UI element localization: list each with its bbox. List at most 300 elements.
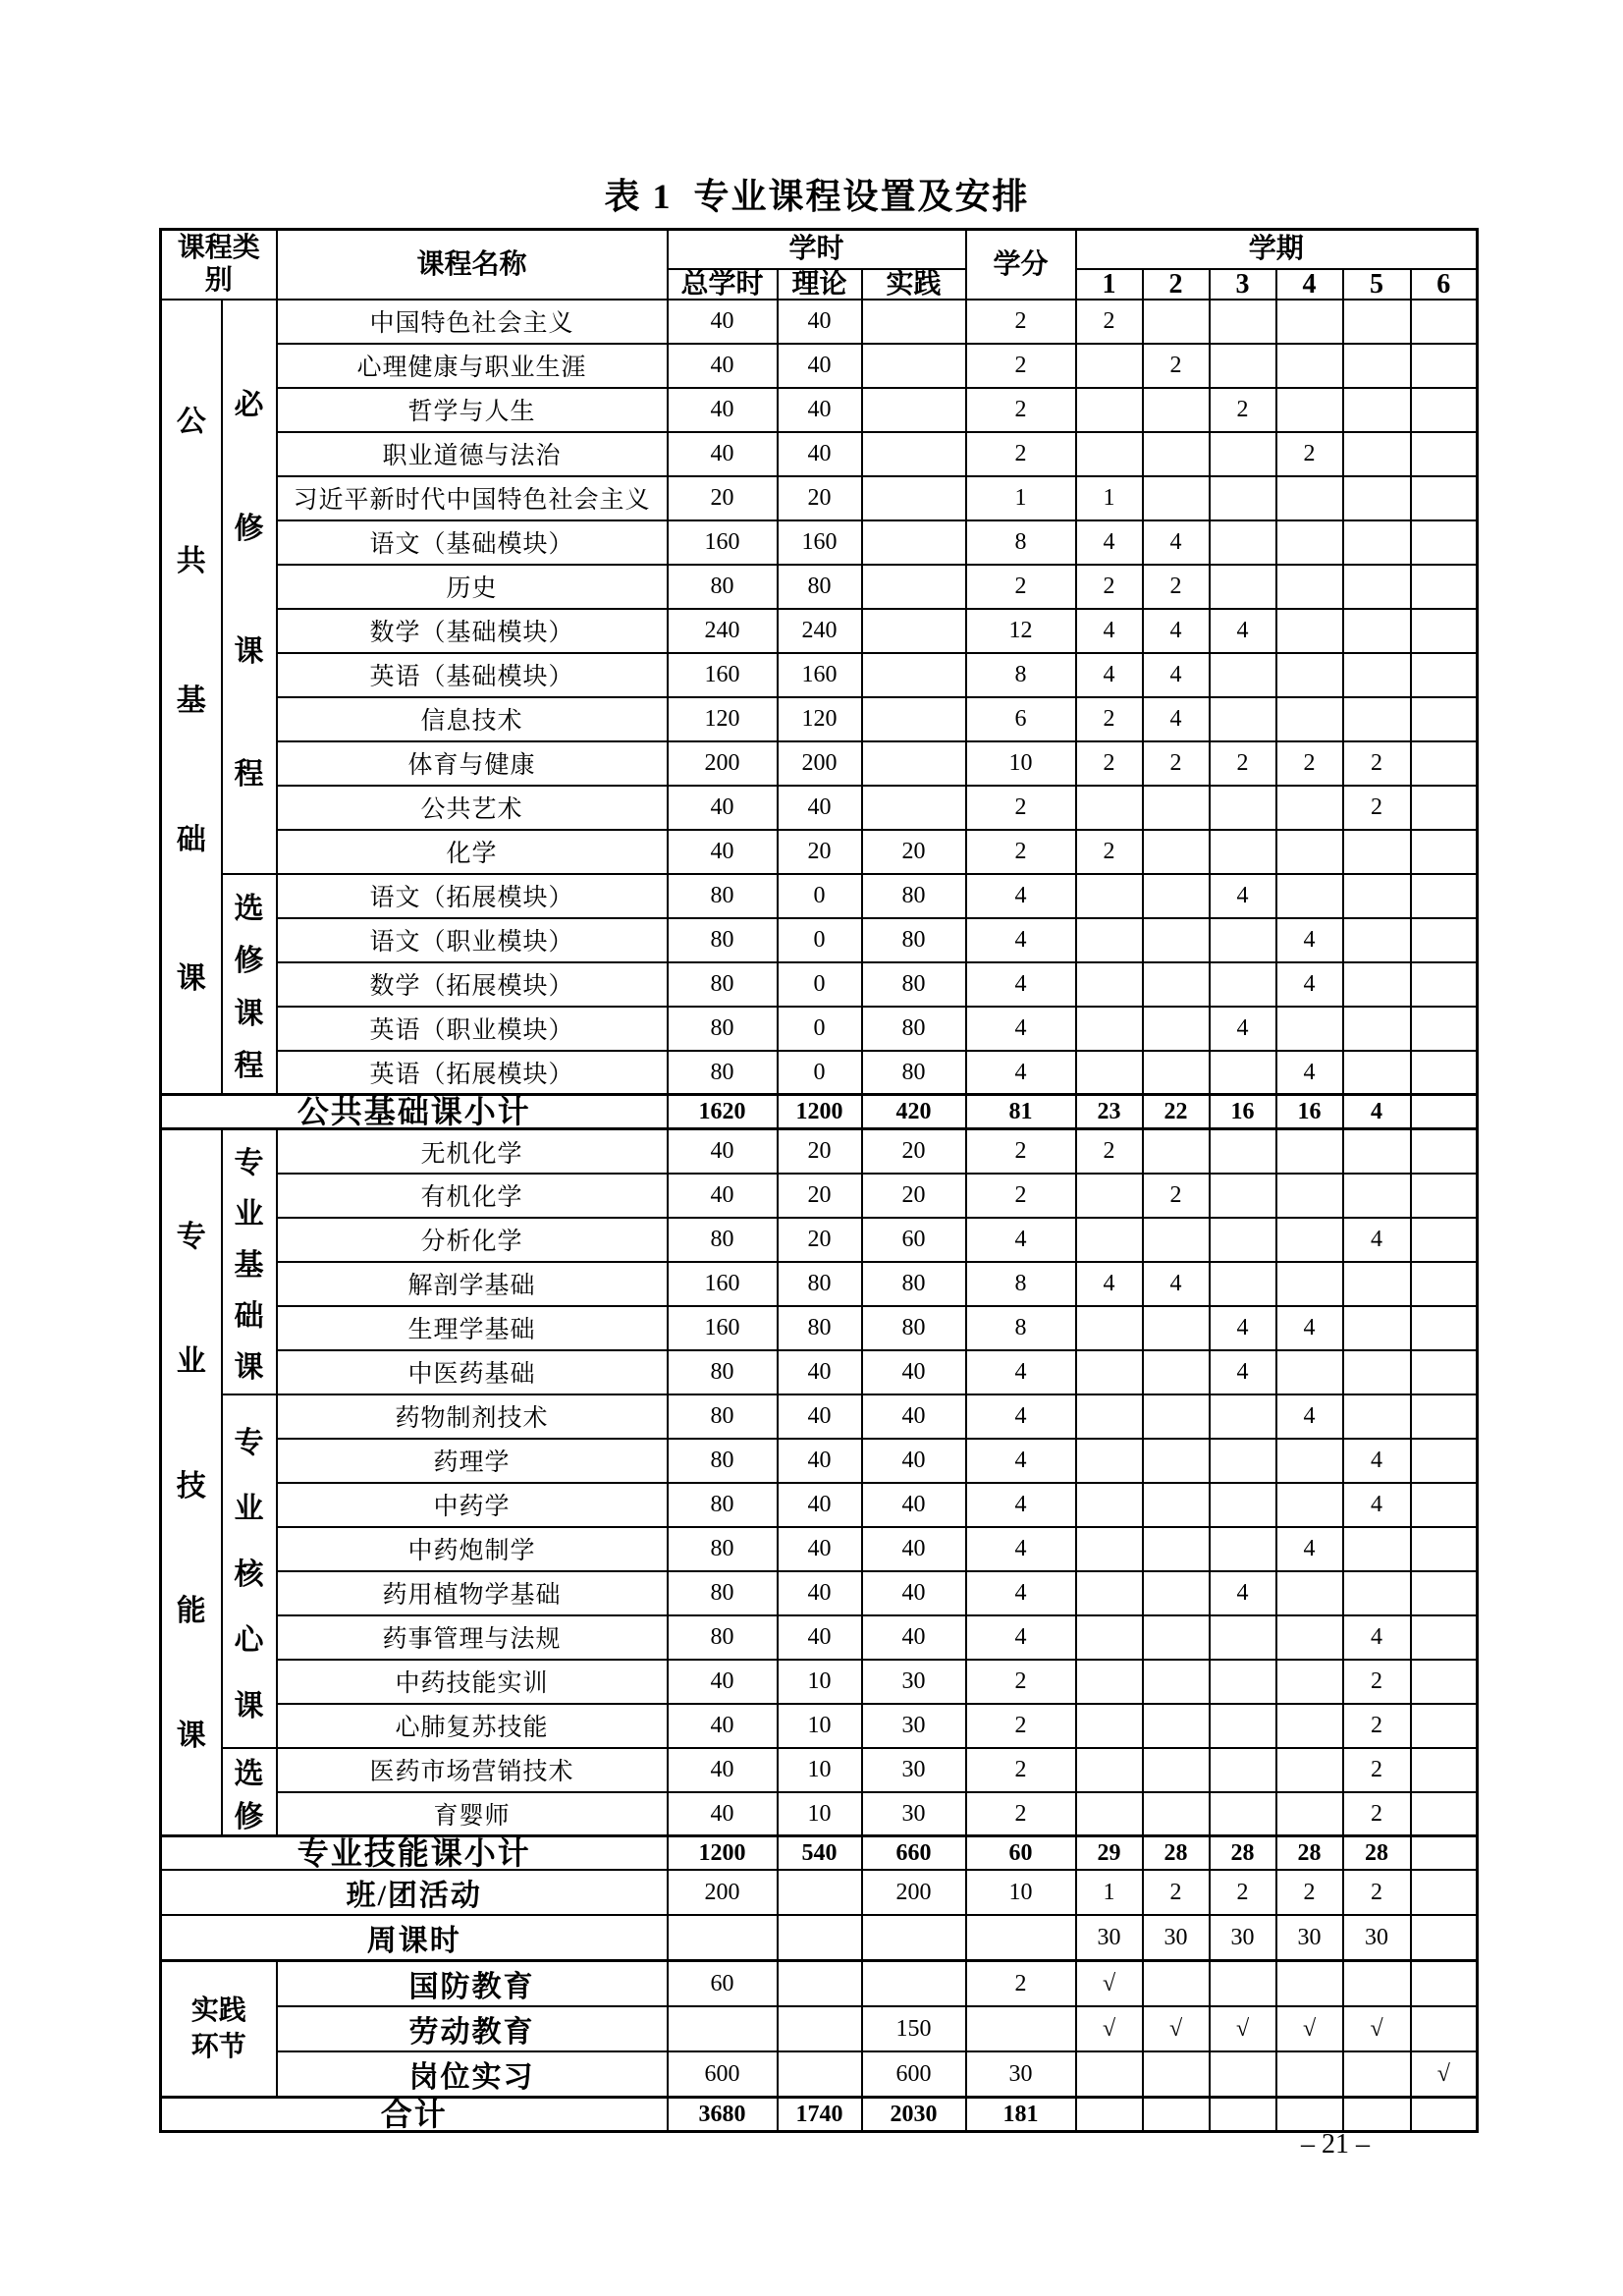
semester-6-cell: √ [1411,2051,1478,2098]
table-row [161,432,1478,476]
semester-5-cell [1343,1174,1411,1218]
summary-row-label: 专业技能课小计 [161,1836,668,1871]
table-row [161,741,1478,786]
table-row [161,962,1478,1007]
semester-3-cell: 2 [1210,741,1276,786]
summary-row-label: 劳动教育 [277,2006,668,2051]
semester-5-cell [1343,388,1411,432]
practice-hours-cell: 30 [862,1748,966,1792]
practice-hours-cell [862,565,966,609]
practice-hours-cell: 20 [862,1174,966,1218]
summary-row-label: 班/团活动 [161,1870,668,1915]
credits-cell: 10 [966,1870,1076,1915]
semester-1-cell [1076,1394,1143,1439]
theory-hours-cell: 540 [778,1836,862,1871]
semester-6-cell [1411,1660,1478,1704]
semester-5-cell [1343,1394,1411,1439]
table-row [161,1870,1478,1915]
credits-cell: 1 [966,476,1076,520]
semester-6-cell [1411,1394,1478,1439]
total-hours-cell: 80 [668,565,778,609]
semester-4-cell [1276,1350,1343,1394]
semester-1-cell: 29 [1076,1836,1143,1871]
semester-3-cell [1210,476,1276,520]
semester-4-cell [1276,1007,1343,1051]
semester-5-cell: 2 [1343,786,1411,830]
semester-1-cell [1076,388,1143,432]
credits-cell: 2 [966,1961,1076,2007]
practice-hours-cell [862,432,966,476]
table-row [161,786,1478,830]
semester-2-cell: 4 [1143,609,1210,653]
theory-hours-cell: 0 [778,1051,862,1095]
credits-cell: 6 [966,697,1076,741]
course-name: 药物制剂技术 [277,1394,668,1439]
theory-hours-cell: 1200 [778,1095,862,1129]
credits-cell: 2 [966,344,1076,388]
theory-hours-cell [778,2006,862,2051]
semester-4-cell [1276,1483,1343,1527]
semester-4-cell [1276,1660,1343,1704]
practice-hours-cell [862,520,966,565]
total-hours-cell: 40 [668,1174,778,1218]
course-name: 分析化学 [277,1218,668,1262]
semester-2-cell: 30 [1143,1915,1210,1961]
semester-4-cell [1276,2098,1343,2132]
credits-cell: 8 [966,1306,1076,1350]
theory-hours-cell: 40 [778,1527,862,1571]
semester-6-cell [1411,609,1478,653]
credits-cell: 2 [966,1748,1076,1792]
semester-4-cell: 30 [1276,1915,1343,1961]
semester-1-cell: 23 [1076,1095,1143,1129]
semester-2-cell [1143,1527,1210,1571]
semester-4-cell [1276,1571,1343,1615]
semester-5-cell [1343,1262,1411,1306]
semester-5-cell [1343,432,1411,476]
total-hours-cell: 80 [668,1527,778,1571]
semester-1-cell: 2 [1076,565,1143,609]
table-row [161,2051,1478,2098]
semester-1-cell [1076,432,1143,476]
theory-hours-cell: 40 [778,786,862,830]
total-hours-cell: 80 [668,874,778,918]
semester-5-cell: 4 [1343,1218,1411,1262]
credits-cell: 8 [966,1262,1076,1306]
semester-2-cell [1143,1218,1210,1262]
semester-6-cell [1411,1870,1478,1915]
semester-1-cell [1076,1051,1143,1095]
practice-hours-cell: 660 [862,1836,966,1871]
semester-1-cell [1076,786,1143,830]
theory-hours-cell: 240 [778,609,862,653]
semester-3-cell [1210,697,1276,741]
credits-cell: 4 [966,1350,1076,1394]
semester-3-cell [1210,1615,1276,1660]
semester-2-cell [1143,476,1210,520]
semester-1-cell [1076,962,1143,1007]
course-name: 语文（职业模块） [277,918,668,962]
semester-6-cell [1411,1961,1478,2007]
semester-5-cell [1343,609,1411,653]
semester-6-cell [1411,1051,1478,1095]
table-row [161,565,1478,609]
semester-3-cell: 4 [1210,1306,1276,1350]
total-hours-cell: 40 [668,1792,778,1836]
practice-hours-cell [862,1961,966,2007]
total-hours-cell: 80 [668,1615,778,1660]
semester-2-cell: 28 [1143,1836,1210,1871]
practice-hours-cell: 40 [862,1615,966,1660]
semester-2-cell [1143,918,1210,962]
credits-cell: 2 [966,830,1076,874]
theory-hours-cell: 10 [778,1792,862,1836]
semester-1-cell: 1 [1076,1870,1143,1915]
semester-2-cell [1143,388,1210,432]
course-name: 语文（拓展模块） [277,874,668,918]
table-row [161,1306,1478,1350]
category-label: 必 修 课 程 [222,300,277,874]
semester-6-cell [1411,1483,1478,1527]
total-hours-cell: 200 [668,1870,778,1915]
table-row [161,1704,1478,1748]
semester-1-cell [1076,344,1143,388]
semester-4-cell: 28 [1276,1836,1343,1871]
course-name: 信息技术 [277,697,668,741]
course-name: 语文（基础模块） [277,520,668,565]
semester-3-cell [1210,1792,1276,1836]
semester-6-cell [1411,1306,1478,1350]
total-hours-cell: 80 [668,1483,778,1527]
total-hours-cell: 80 [668,1394,778,1439]
practice-hours-cell [862,786,966,830]
semester-1-cell: √ [1076,2006,1143,2051]
semester-4-cell: √ [1276,2006,1343,2051]
semester-5-cell: 2 [1343,741,1411,786]
semester-4-cell [1276,476,1343,520]
credits-cell: 2 [966,388,1076,432]
semester-2-cell [1143,1051,1210,1095]
header-semester-5: 5 [1343,269,1411,300]
theory-hours-cell: 80 [778,565,862,609]
total-hours-cell: 1620 [668,1095,778,1129]
semester-3-cell [1210,1660,1276,1704]
semester-4-cell [1276,344,1343,388]
semester-5-cell [1343,1129,1411,1174]
semester-3-cell: 28 [1210,1836,1276,1871]
practice-hours-cell: 150 [862,2006,966,2051]
semester-6-cell [1411,388,1478,432]
course-name: 有机化学 [277,1174,668,1218]
semester-1-cell [1076,874,1143,918]
table-row [161,697,1478,741]
table-row [161,609,1478,653]
semester-6-cell [1411,300,1478,344]
semester-6-cell [1411,1218,1478,1262]
semester-4-cell [1276,1792,1343,1836]
table-row [161,1394,1478,1439]
summary-row-label: 合计 [161,2098,668,2132]
semester-2-cell [1143,1660,1210,1704]
semester-2-cell: 2 [1143,565,1210,609]
credits-cell: 2 [966,1660,1076,1704]
practice-hours-cell [862,697,966,741]
semester-5-cell: 30 [1343,1915,1411,1961]
semester-5-cell [1343,874,1411,918]
semester-6-cell [1411,520,1478,565]
practice-hours-cell: 80 [862,1051,966,1095]
total-hours-cell: 40 [668,830,778,874]
practice-hours-cell: 80 [862,918,966,962]
total-hours-cell: 200 [668,741,778,786]
semester-5-cell [1343,1571,1411,1615]
semester-1-cell: 4 [1076,653,1143,697]
semester-1-cell [1076,1350,1143,1394]
semester-1-cell: 2 [1076,300,1143,344]
semester-4-cell [1276,653,1343,697]
semester-3-cell [1210,520,1276,565]
header-semester-4: 4 [1276,269,1343,300]
header-total-hours: 总学时 [668,269,778,300]
semester-6-cell [1411,1915,1478,1961]
theory-hours-cell: 20 [778,1129,862,1174]
total-hours-cell: 80 [668,1571,778,1615]
theory-hours-cell: 20 [778,476,862,520]
total-hours-cell: 60 [668,1961,778,2007]
semester-1-cell [1076,1527,1143,1571]
course-name: 药理学 [277,1439,668,1483]
practice-hours-cell: 40 [862,1571,966,1615]
semester-1-cell [1076,1007,1143,1051]
semester-5-cell: 28 [1343,1836,1411,1871]
practice-hours-cell: 40 [862,1350,966,1394]
semester-1-cell: 30 [1076,1915,1143,1961]
theory-hours-cell: 1740 [778,2098,862,2132]
course-name: 中药技能实训 [277,1660,668,1704]
semester-3-cell: 4 [1210,874,1276,918]
semester-3-cell [1210,1051,1276,1095]
semester-6-cell [1411,1095,1478,1129]
summary-row-label: 周课时 [161,1915,668,1961]
table-row [161,653,1478,697]
semester-2-cell [1143,2098,1210,2132]
table-row [161,1915,1478,1961]
semester-6-cell [1411,1792,1478,1836]
semester-5-cell [1343,918,1411,962]
semester-5-cell [1343,2098,1411,2132]
practice-hours-cell: 80 [862,1306,966,1350]
semester-4-cell [1276,520,1343,565]
summary-row-label: 公共基础课小计 [161,1095,668,1129]
header-semester-2: 2 [1143,269,1210,300]
course-name: 育婴师 [277,1792,668,1836]
practice-hours-cell: 30 [862,1660,966,1704]
table-row [161,300,1478,344]
credits-cell: 4 [966,1051,1076,1095]
total-hours-cell: 40 [668,1129,778,1174]
practice-hours-cell [862,653,966,697]
semester-6-cell [1411,830,1478,874]
table-row [161,1615,1478,1660]
semester-6-cell [1411,1439,1478,1483]
semester-6-cell [1411,2098,1478,2132]
semester-4-cell: 4 [1276,962,1343,1007]
table-row [161,1571,1478,1615]
credits-cell: 181 [966,2098,1076,2132]
semester-1-cell [1076,1439,1143,1483]
course-name: 英语（基础模块） [277,653,668,697]
total-hours-cell: 80 [668,918,778,962]
semester-4-cell: 2 [1276,432,1343,476]
credits-cell: 4 [966,962,1076,1007]
semester-5-cell: 2 [1343,1704,1411,1748]
semester-6-cell [1411,1129,1478,1174]
credits-cell: 4 [966,918,1076,962]
semester-1-cell [1076,1218,1143,1262]
course-name: 药事管理与法规 [277,1615,668,1660]
total-hours-cell: 160 [668,1306,778,1350]
semester-1-cell: 2 [1076,830,1143,874]
semester-3-cell [1210,2051,1276,2098]
semester-6-cell [1411,1836,1478,1871]
semester-5-cell [1343,565,1411,609]
theory-hours-cell: 0 [778,918,862,962]
semester-5-cell [1343,1961,1411,2007]
semester-4-cell [1276,1262,1343,1306]
semester-1-cell: 4 [1076,609,1143,653]
semester-2-cell [1143,1748,1210,1792]
header-semester-6: 6 [1411,269,1478,300]
semester-1-cell [1076,1704,1143,1748]
semester-5-cell [1343,476,1411,520]
semester-2-cell [1143,300,1210,344]
theory-hours-cell: 40 [778,432,862,476]
page-number: – 21 – [1301,2129,1370,2159]
total-hours-cell: 40 [668,786,778,830]
practice-hours-cell: 20 [862,830,966,874]
semester-6-cell [1411,1748,1478,1792]
semester-4-cell [1276,1174,1343,1218]
practice-hours-cell: 40 [862,1527,966,1571]
semester-2-cell: 2 [1143,344,1210,388]
semester-3-cell [1210,830,1276,874]
total-hours-cell: 80 [668,1007,778,1051]
course-name: 体育与健康 [277,741,668,786]
semester-5-cell [1343,344,1411,388]
header-semester-1: 1 [1076,269,1143,300]
semester-1-cell [1076,1306,1143,1350]
theory-hours-cell: 20 [778,830,862,874]
semester-2-cell: 22 [1143,1095,1210,1129]
semester-5-cell: 4 [1343,1095,1411,1129]
course-name: 心理健康与职业生涯 [277,344,668,388]
course-name: 习近平新时代中国特色社会主义 [277,476,668,520]
table-row [161,344,1478,388]
table-row [161,520,1478,565]
header-course-name: 课程名称 [277,230,668,300]
table-row [161,1439,1478,1483]
semester-3-cell [1210,918,1276,962]
table-row [161,1350,1478,1394]
credits-cell [966,1915,1076,1961]
semester-1-cell [1076,1792,1143,1836]
semester-3-cell [1210,1262,1276,1306]
semester-3-cell [1210,300,1276,344]
header-theory: 理论 [778,269,862,300]
credits-cell: 2 [966,1174,1076,1218]
total-hours-cell: 80 [668,962,778,1007]
total-hours-cell: 40 [668,1748,778,1792]
course-name: 英语（职业模块） [277,1007,668,1051]
semester-1-cell: 4 [1076,520,1143,565]
course-name: 中药学 [277,1483,668,1527]
semester-3-cell [1210,1394,1276,1439]
theory-hours-cell: 40 [778,1350,862,1394]
theory-hours-cell: 40 [778,1439,862,1483]
semester-4-cell: 4 [1276,1394,1343,1439]
semester-6-cell [1411,1615,1478,1660]
practice-hours-cell: 40 [862,1394,966,1439]
semester-5-cell: 4 [1343,1439,1411,1483]
semester-5-cell: 4 [1343,1483,1411,1527]
semester-1-cell: 4 [1076,1262,1143,1306]
semester-6-cell [1411,565,1478,609]
theory-hours-cell: 40 [778,1615,862,1660]
theory-hours-cell [778,1870,862,1915]
semester-3-cell [1210,432,1276,476]
course-name: 医药市场营销技术 [277,1748,668,1792]
semester-4-cell [1276,1218,1343,1262]
semester-3-cell: 30 [1210,1915,1276,1961]
practice-hours-cell: 2030 [862,2098,966,2132]
header-practice: 实践 [862,269,966,300]
theory-hours-cell: 10 [778,1704,862,1748]
semester-6-cell [1411,1174,1478,1218]
semester-5-cell [1343,520,1411,565]
credits-cell: 4 [966,1615,1076,1660]
credits-cell: 4 [966,874,1076,918]
semester-2-cell [1143,1615,1210,1660]
semester-4-cell [1276,300,1343,344]
header-semester-3: 3 [1210,269,1276,300]
semester-6-cell [1411,2006,1478,2051]
semester-3-cell: 2 [1210,388,1276,432]
credits-cell: 4 [966,1394,1076,1439]
practice-hours-cell: 30 [862,1704,966,1748]
semester-6-cell [1411,653,1478,697]
total-hours-cell: 40 [668,300,778,344]
course-name: 公共艺术 [277,786,668,830]
semester-2-cell: 4 [1143,653,1210,697]
semester-6-cell [1411,697,1478,741]
semester-5-cell [1343,1350,1411,1394]
semester-2-cell: 4 [1143,1262,1210,1306]
semester-5-cell: 2 [1343,1870,1411,1915]
semester-4-cell [1276,609,1343,653]
credits-cell: 4 [966,1527,1076,1571]
semester-3-cell [1210,962,1276,1007]
credits-cell: 2 [966,1704,1076,1748]
semester-6-cell [1411,1262,1478,1306]
total-hours-cell: 80 [668,1051,778,1095]
semester-2-cell [1143,1007,1210,1051]
course-name: 哲学与人生 [277,388,668,432]
semester-4-cell [1276,1748,1343,1792]
course-name: 解剖学基础 [277,1262,668,1306]
theory-hours-cell: 160 [778,653,862,697]
header-semester-group: 学期 [1076,230,1478,269]
credits-cell: 2 [966,300,1076,344]
